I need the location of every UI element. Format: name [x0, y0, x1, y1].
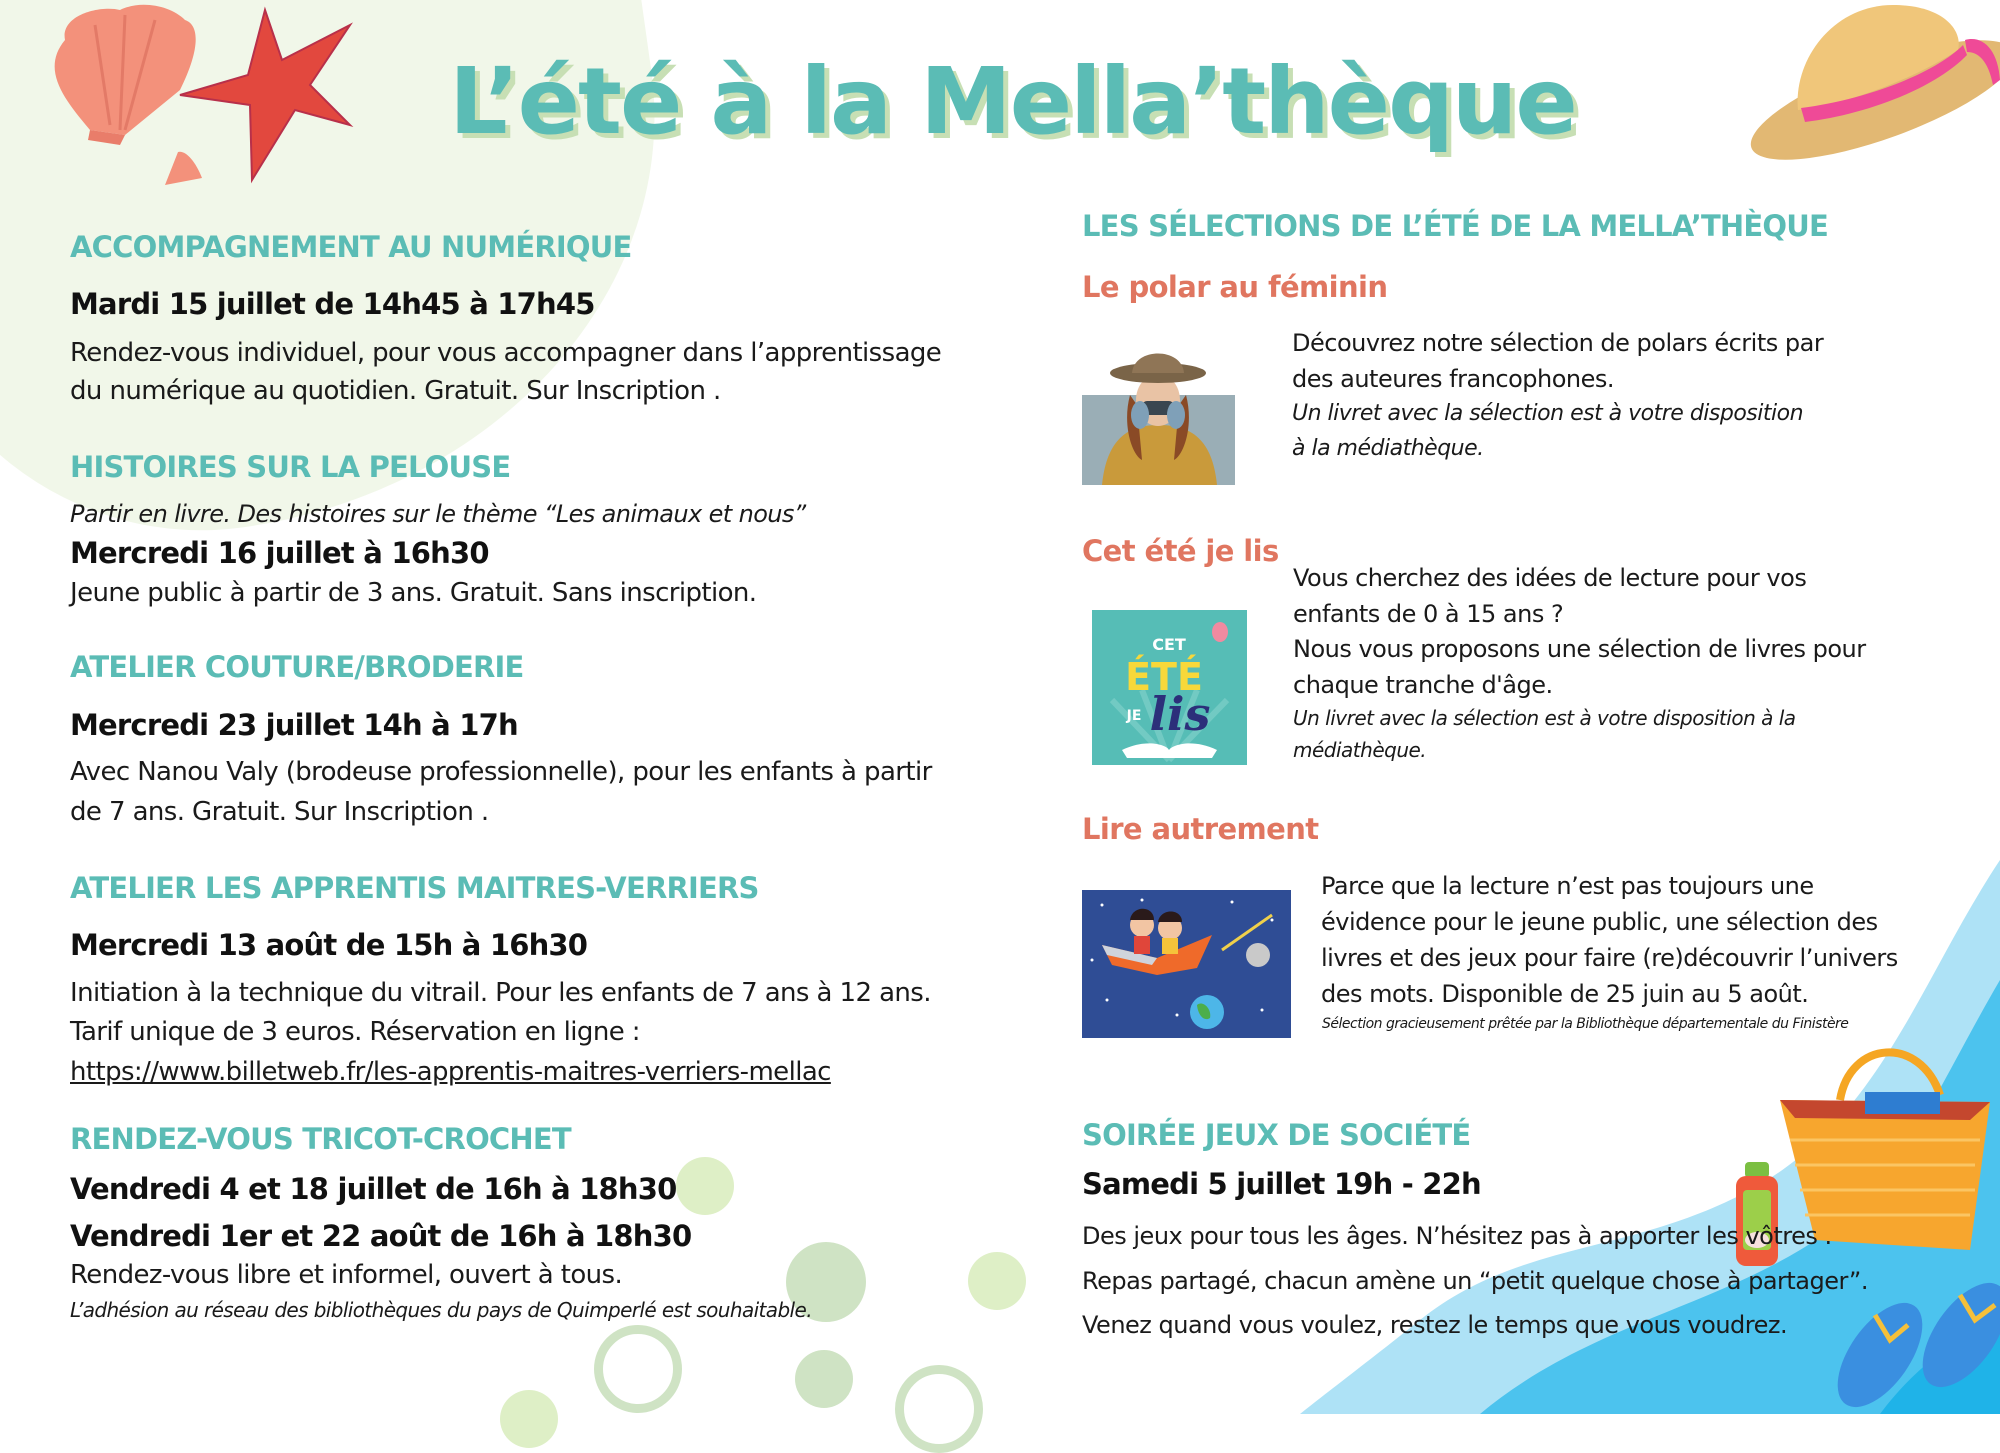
selection-note: Un livret avec la sélection est à votre disposition	[1292, 401, 1804, 426]
event-date: Mercredi 23 juillet 14h à 17h	[70, 708, 518, 742]
event-description: Rendez-vous libre et informel, ouvert à tous.	[70, 1260, 623, 1290]
event-heading-couture: ATELIER COUTURE/BRODERIE	[70, 650, 524, 684]
children-flying-book-image	[1082, 890, 1291, 1038]
event-description: Rendez-vous individuel, pour vous accompagner dans l’apprentissage	[70, 338, 942, 368]
selection-description: des mots. Disponible de 25 juin au 5 août.	[1321, 980, 1809, 1008]
event-description: Jeune public à partir de 3 ans. Gratuit. Sans inscription.	[70, 578, 757, 608]
ring-decoration	[895, 1365, 983, 1453]
event-heading-verriers: ATELIER LES APPRENTIS MAITRES-VERRIERS	[70, 871, 759, 905]
selection-note: Un livret avec la sélection est à votre disposition à la	[1293, 706, 1796, 730]
selection-description: enfants de 0 à 15 ans ?	[1293, 600, 1564, 628]
selections-heading: LES SÉLECTIONS DE L’ÉTÉ DE LA MELLA’THÈQUE	[1082, 209, 1829, 243]
selection-title-polar: Le polar au féminin	[1082, 270, 1388, 304]
games-evening-date: Samedi 5 juillet 19h - 22h	[1082, 1167, 1481, 1201]
selection-description: des auteures francophones.	[1292, 365, 1615, 393]
dot-decoration	[676, 1157, 734, 1215]
event-date: Vendredi 4 et 18 juillet de 16h à 18h30	[70, 1172, 677, 1206]
selection-description: chaque tranche d'âge.	[1293, 671, 1553, 699]
selection-note: médiathèque.	[1293, 738, 1427, 762]
dot-decoration	[795, 1350, 853, 1408]
event-intro: Partir en livre. Des histoires sur le thème “Les animaux et nous”	[70, 500, 806, 528]
selection-description: Vous cherchez des idées de lecture pour vos	[1293, 564, 1807, 592]
dot-decoration	[500, 1390, 558, 1448]
selection-note: Sélection gracieusement prêtée par la Bibliothèque départementale du Finistère	[1322, 1016, 1849, 1032]
event-note: L’adhésion au réseau des bibliothèques du pays de Quimperlé est souhaitable.	[70, 1298, 812, 1322]
event-date: Mercredi 13 août de 15h à 16h30	[70, 928, 588, 962]
sunscreen-bottle-decoration	[1733, 1160, 1783, 1270]
games-evening-description: Repas partagé, chacun amène un “petit quelque chose à partager”.	[1082, 1267, 1868, 1295]
svg-text:CET: CET	[1152, 635, 1186, 654]
event-description: Avec Nanou Valy (brodeuse professionnelle), pour les enfants à partir	[70, 757, 932, 787]
small-shell-icon	[165, 152, 202, 185]
games-evening-description: Des jeux pour tous les âges. N’hésitez pas à apporter les vôtres .	[1082, 1222, 1832, 1250]
event-heading-numerique: ACCOMPAGNEMENT AU NUMÉRIQUE	[70, 230, 632, 264]
page-title: L’été à la Mella’thèque	[449, 48, 1576, 155]
event-heading-histoires: HISTOIRES SUR LA PELOUSE	[70, 450, 511, 484]
games-evening-heading: SOIRÉE JEUX DE SOCIÉTÉ	[1082, 1118, 1471, 1152]
ring-decoration	[594, 1325, 682, 1413]
svg-text:lis: lis	[1149, 687, 1211, 741]
selection-description: Parce que la lecture n’est pas toujours une	[1321, 872, 1814, 900]
selection-description: évidence pour le jeune public, une sélection des	[1321, 908, 1878, 936]
selection-note: à la médiathèque.	[1292, 436, 1484, 461]
svg-text:ÉTÉ: ÉTÉ	[1125, 655, 1203, 699]
event-date: Mardi 15 juillet de 14h45 à 17h45	[70, 287, 595, 321]
dot-decoration	[968, 1252, 1026, 1310]
event-heading-tricot: RENDEZ-VOUS TRICOT-CROCHET	[70, 1122, 571, 1156]
event-date: Mercredi 16 juillet à 16h30	[70, 536, 489, 570]
svg-text:JE: JE	[1126, 708, 1142, 724]
cet-ete-je-lis-image	[1092, 610, 1247, 765]
games-evening-description: Venez quand vous voulez, restez le temps que vous voudrez.	[1082, 1311, 1788, 1339]
event-date: Vendredi 1er et 22 août de 16h à 18h30	[70, 1219, 692, 1253]
selection-title-lire-autrement: Lire autrement	[1082, 812, 1319, 846]
event-description: Initiation à la technique du vitrail. Pour les enfants de 7 ans à 12 ans.	[70, 978, 931, 1008]
detective-woman-image	[1082, 335, 1235, 485]
reservation-link[interactable]: https://www.billetweb.fr/les-apprentis-maitres-verriers-mellac	[70, 1057, 831, 1087]
selection-description: livres et des jeux pour faire (re)découvrir l’univers	[1321, 944, 1898, 972]
event-description: du numérique au quotidien. Gratuit. Sur Inscription .	[70, 376, 721, 406]
selection-title-cet-ete-je-lis: Cet été je lis	[1082, 534, 1279, 568]
selection-description: Nous vous proposons une sélection de livres pour	[1293, 635, 1866, 663]
selection-description: Découvrez notre sélection de polars écrits par	[1292, 329, 1824, 357]
event-description: Tarif unique de 3 euros. Réservation en ligne :	[70, 1017, 640, 1047]
event-description: de 7 ans. Gratuit. Sur Inscription .	[70, 797, 489, 827]
